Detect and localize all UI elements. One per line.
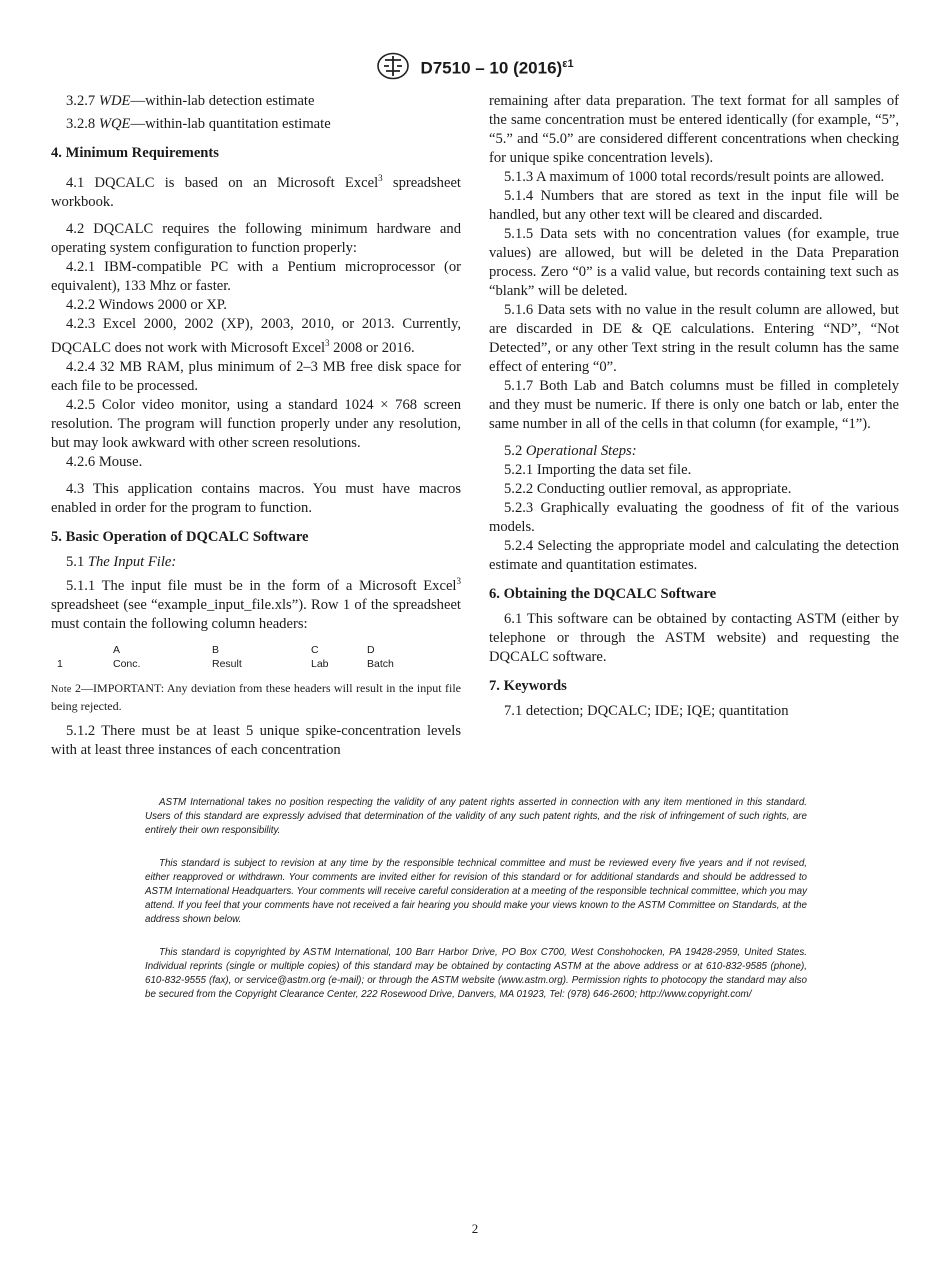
footer-copyright-notice: This standard is copyrighted by ASTM International, 100 Barr Harbor Drive, PO Box C700, West Conshohocken, PA 19428-2959, United States. Individual reprints (single or multiple copies) of this standard may be obtained by contacting ASTM at the above address or at 610-832-9585 (phone), 610-832-9555 (fax), or service@astm.org (e-mail); or through the ASTM website (www.astm.org). Permission rights to photocopy the standard may also be secured from the Copyright Clearance Center, 222 Rosewood Drive, Danvers, MA 01923, Tel: (978) 646-2600; http://www.copyright.com/: [145, 947, 807, 1000]
para-5-2: 5.2 Operational Steps:: [504, 443, 637, 459]
section-heading-5: 5. Basic Operation of DQCALC Software: [51, 528, 309, 545]
column-header-table: [51, 644, 461, 674]
para-4-2-5: 4.2.5 Color video monitor, using a standard 1024 × 768 screen resolution. The program will function properly under any resolution, but may look awkward with other screen resolutions.: [51, 396, 461, 451]
para-4-2-3: 4.2.3 Excel 2000, 2002 (XP), 2003, 2010, or 2013. Currently, DQCALC does not work with Microsoft Excel$^3$ 2008 or 2016.: [51, 315, 461, 356]
para-5-1-2-continued: remaining after data preparation. The text format for all samples of the same concentration must be entered identically (for example, “5”, “5.” and “5.0” are considered different concentrations when checking for unique spike concentration levels).: [489, 93, 899, 166]
para-4-2-1: 4.2.1 IBM-compatible PC with a Pentium microprocessor (or equivalent), 133 Mhz or faster.: [51, 258, 461, 294]
para-5-1-7: 5.1.7 Both Lab and Batch columns must be filled in completely and they must be numeric. If there is only one batch or lab, enter the same number in all of the cells in that column (for example, “1”).: [489, 378, 899, 432]
para-5-1-1: 5.1.1 The input file must be in the form of a Microsoft Excel$^3$ spreadsheet (see “example_input_file.xls”). Row 1 of the spreadsheet must contain the following column headers:: [51, 575, 461, 632]
para-4-2: 4.2 DQCALC requires the following minimum hardware and operating system configuration to function properly:: [51, 220, 461, 256]
section-heading-4: 4. Minimum Requirements: [51, 145, 219, 161]
para-5-1-4: 5.1.4 Numbers that are stored as text in the input file will be handled, but any other text will be cleared and discarded.: [489, 188, 899, 223]
para-5-1-3: 5.1.3 A maximum of 1000 total records/result points are allowed.: [504, 169, 885, 185]
table-col-b: B: [212, 643, 220, 656]
para-4-3: 4.3 This application contains macros. You must have macros enabled in order for the program to function.: [51, 480, 461, 516]
para-4-1: 4.1 DQCALC is based on an Microsoft Excel$^3$ spreadsheet workbook.: [51, 173, 461, 210]
section-heading-6: 6. Obtaining the DQCALC Software: [489, 586, 717, 602]
para-5-2-2: 5.2.2 Conducting outlier removal, as appropriate.: [504, 481, 792, 497]
para-5-1-2: 5.1.2 There must be at least 5 unique spike-concentration levels with at least three instances of each concentration: [51, 722, 461, 758]
para-5-2-1: 5.2.1 Importing the data set file.: [504, 462, 692, 478]
footer-revision-notice: This standard is subject to revision at any time by the responsible technical committee and must be reviewed every five years and if not revised, either reapproved or withdrawn. Your comments are invited either for revision of this standard or for additional standards and should be addressed to ASTM International Headquarters. Your comments will receive careful consideration at a meeting of the responsible technical committee, which you may attend. If you feel that your comments have not received a fair hearing you should make your views known to the ASTM Committee on Standards, at the address shown below.: [145, 858, 807, 925]
para-5-2-3: 5.2.3 Graphically evaluating the goodness of fit of the various models.: [489, 500, 899, 535]
page-header: [0, 52, 950, 85]
footer-patent-notice: ASTM International takes no position respecting the validity of any patent rights asserted in connection with any item mentioned in this standard. Users of this standard are expressly advised that determination of the validity of any such patent rights, and the risk of infringement of such rights, are entirely their own responsibility.: [145, 797, 807, 836]
para-5-1-5: 5.1.5 Data sets with no concentration values (for example, true values) are allowed, but will be deleted in the Data Preparation process. Zero “0” is a valid value, but records containing text such as “blank” will be deleted.: [489, 226, 899, 299]
table-cell-conc: Conc.: [113, 657, 141, 670]
table-cell-result: Result: [212, 657, 242, 670]
astm-logo-icon: [376, 52, 410, 85]
para-4-2-6: 4.2.6 Mouse.: [66, 453, 143, 470]
table-row-number: 1: [57, 657, 63, 670]
left-column: [51, 92, 461, 760]
para-4-2-2: 4.2.2 Windows 2000 or XP.: [66, 296, 227, 313]
right-column: [489, 92, 899, 725]
table-cell-batch: Batch: [367, 657, 394, 670]
para-5-1: 5.1 The Input File:: [66, 553, 177, 570]
section-heading-7: 7. Keywords: [489, 678, 567, 694]
para-5-2-4: 5.2.4 Selecting the appropriate model and calculating the detection estimate and quantitation estimates.: [489, 538, 899, 573]
table-col-a: A: [113, 643, 121, 656]
table-cell-lab: Lab: [311, 657, 329, 670]
document-designation: D7510 – 10 $(2016)^{\varepsilon 1}$: [420, 58, 574, 78]
note-2: Note 2—IMPORTANT: Any deviation from these headers will result in the input file being rejected.: [51, 680, 461, 713]
para-3-2-8: 3.2.8 WQE—within-lab quantitation estimate: [66, 116, 331, 132]
table-col-d: D: [367, 643, 375, 656]
para-7-1: 7.1 detection; DQCALC; IDE; IQE; quantitation: [504, 703, 789, 719]
para-6-1: 6.1 This software can be obtained by contacting ASTM (either by telephone or through the ASTM website) and requesting the DQCALC software.: [489, 611, 899, 665]
table-col-c: C: [311, 643, 319, 656]
para-3-2-7: 3.2.7 WDE—within-lab detection estimate: [66, 93, 315, 109]
para-4-2-4: 4.2.4 32 MB RAM, plus minimum of 2–3 MB free disk space for each file to be processed.: [51, 358, 461, 394]
page-number: 2: [471, 1221, 479, 1236]
para-5-1-6: 5.1.6 Data sets with no value in the result column are allowed, but are discarded in DE & QE calculations. Entering “ND”, “Not Detected”, or any other Text string in the result column has the same effect of entering “0”.: [489, 302, 899, 375]
